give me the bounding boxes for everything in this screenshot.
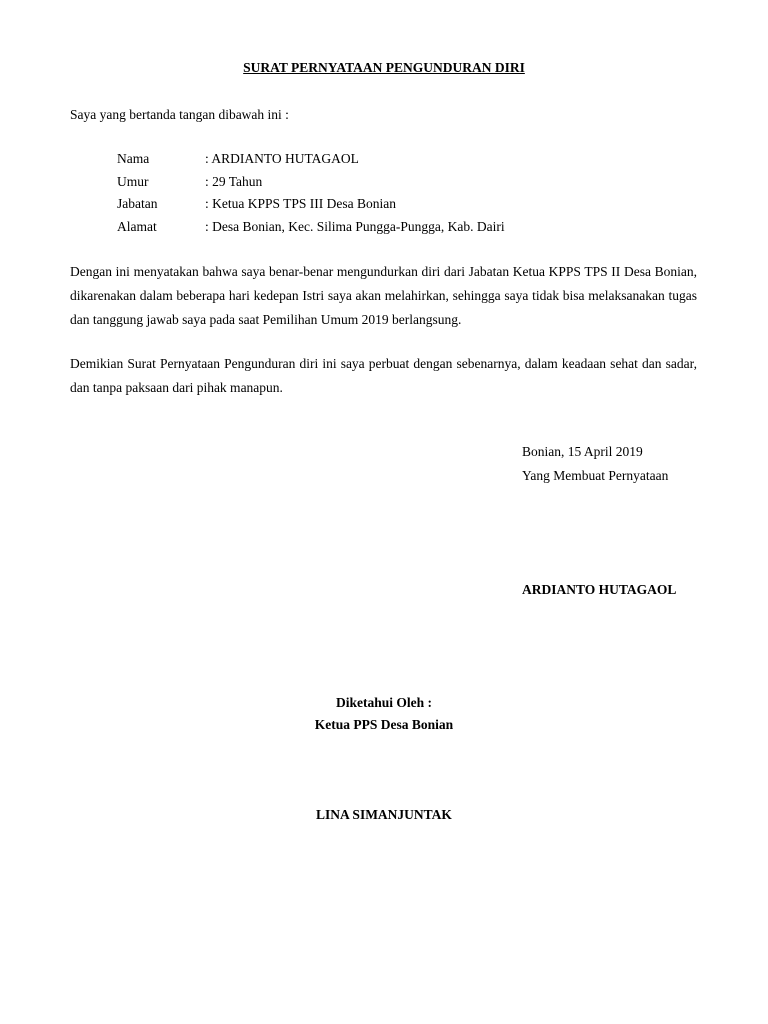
known-by-role: Ketua PPS Desa Bonian (314, 717, 454, 732)
intro-text: Saya yang bertanda tangan dibawah ini : (70, 107, 289, 122)
detail-label: Nama (117, 151, 150, 166)
detail-value: : Desa Bonian, Kec. Silima Pungga-Pungga, Kab. Dairi (205, 218, 505, 234)
maker-label: Yang Membuat Pernyataan (522, 468, 669, 483)
statement-paragraph: Dengan ini menyatakan bahwa saya benar-benar mengundurkan diri dari Jabatan Ketua KPPS TPS II Desa Bonian, dikarenakan dalam beberapa hari kedepan Istri saya akan melahirkan, sehingga saya tidak bisa melaksanakan tugas dan tanggung jawab saya pada saat Pemilihan Umum 2019 berlangsung. (70, 264, 697, 327)
detail-row-age (117, 174, 505, 197)
signer-name: ARDIANTO HUTAGAOL (522, 582, 677, 597)
detail-value: : ARDIANTO HUTAGAOL (205, 151, 359, 166)
known-by-name: LINA SIMANJUNTAK (316, 807, 452, 822)
detail-value: : 29 Tahun (205, 173, 263, 189)
detail-row-name (117, 151, 505, 174)
place-date: Bonian, 15 April 2019 (522, 444, 643, 459)
document-title: SURAT PERNYATAAN PENGUNDURAN DIRI (243, 60, 525, 75)
identity-details (117, 151, 505, 241)
detail-label: Alamat (117, 218, 157, 234)
detail-row-address (117, 219, 505, 242)
detail-value: : Ketua KPPS TPS III Desa Bonian (205, 196, 396, 211)
detail-row-position (117, 196, 505, 219)
closing-paragraph: Demikian Surat Pernyataan Pengunduran diri ini saya perbuat dengan sebenarnya, dalam keadaan sehat dan sadar, dan tanpa paksaan dari pihak manapun. (70, 356, 697, 395)
known-by-label: Diketahui Oleh : (335, 695, 432, 710)
detail-label: Umur (117, 173, 149, 189)
detail-label: Jabatan (117, 196, 158, 211)
